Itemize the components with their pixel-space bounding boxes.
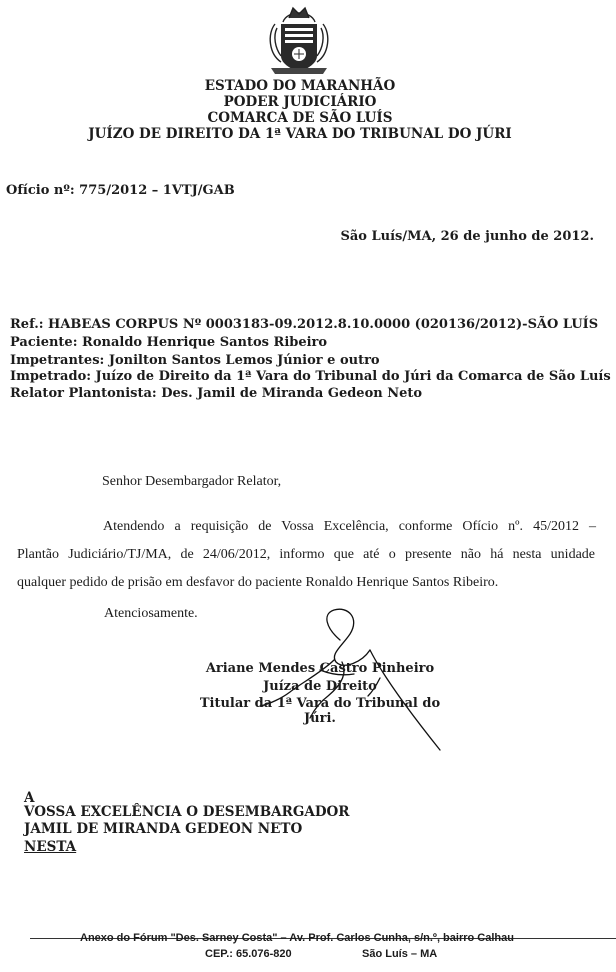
footer-cep: CEP.: 65.076-820 bbox=[205, 948, 292, 960]
addressee-prefix: A bbox=[24, 790, 35, 806]
body-paragraph-line-2: Plantão Judiciário/TJ/MA, de 24/06/2012, informo que até o presente não há nesta unidade bbox=[17, 547, 595, 562]
signatory-role: Juíza de Direito bbox=[263, 679, 377, 694]
footer-city: São Luís – MA bbox=[362, 948, 438, 960]
closing: Atenciosamente. bbox=[104, 606, 198, 621]
header-power: PODER JUDICIÁRIO bbox=[223, 94, 377, 110]
reference-line: Ref.: HABEAS CORPUS Nº 0003183-09.2012.8.10.0000 (020136/2012)-SÃO LUÍS bbox=[10, 317, 599, 332]
paciente-line: Paciente: Ronaldo Henrique Santos Ribeiro bbox=[10, 335, 328, 350]
header-state: ESTADO DO MARANHÃO bbox=[204, 78, 396, 94]
addressee-location: NESTA bbox=[24, 839, 77, 855]
impetrado-line: Impetrado: Juízo de Direito da 1ª Vara do Tribunal do Júri da Comarca de São Luís bbox=[10, 369, 611, 384]
oficio-number: Ofício nº: 775/2012 – 1VTJ/GAB bbox=[6, 183, 235, 198]
document-date: São Luís/MA, 26 de junho de 2012. bbox=[340, 229, 594, 244]
addressee-title: VOSSA EXCELÊNCIA O DESEMBARGADOR bbox=[24, 804, 350, 820]
footer-address: Anexo do Fórum "Des. Sarney Costa" – Av. Prof. Carlos Cunha, s/n.º, bairro Calhau bbox=[80, 932, 514, 944]
body-paragraph-line-1: Atendendo a requisição de Vossa Excelência, conforme Ofício nº. 45/2012 – bbox=[103, 519, 596, 534]
salutation: Senhor Desembargador Relator, bbox=[102, 474, 282, 489]
header-district: COMARCA DE SÃO LUÍS bbox=[207, 110, 393, 126]
signatory-title: Titular da 1ª Vara do Tribunal do Júri. bbox=[199, 696, 441, 726]
signatory-name: Ariane Mendes Castro Pinheiro bbox=[205, 661, 435, 676]
coat-of-arms-icon bbox=[263, 4, 335, 78]
impetrantes-line: Impetrantes: Jonilton Santos Lemos Júnior e outro bbox=[10, 353, 380, 368]
relator-line: Relator Plantonista: Des. Jamil de Miranda Gedeon Neto bbox=[10, 386, 423, 401]
addressee-name: JAMIL DE MIRANDA GEDEON NETO bbox=[24, 821, 303, 837]
header-court: JUÍZO DE DIREITO DA 1ª VARA DO TRIBUNAL DO JÚRI bbox=[88, 126, 512, 142]
body-paragraph-line-3: qualquer pedido de prisão em desfavor do paciente Ronaldo Henrique Santos Ribeiro. bbox=[17, 575, 499, 590]
